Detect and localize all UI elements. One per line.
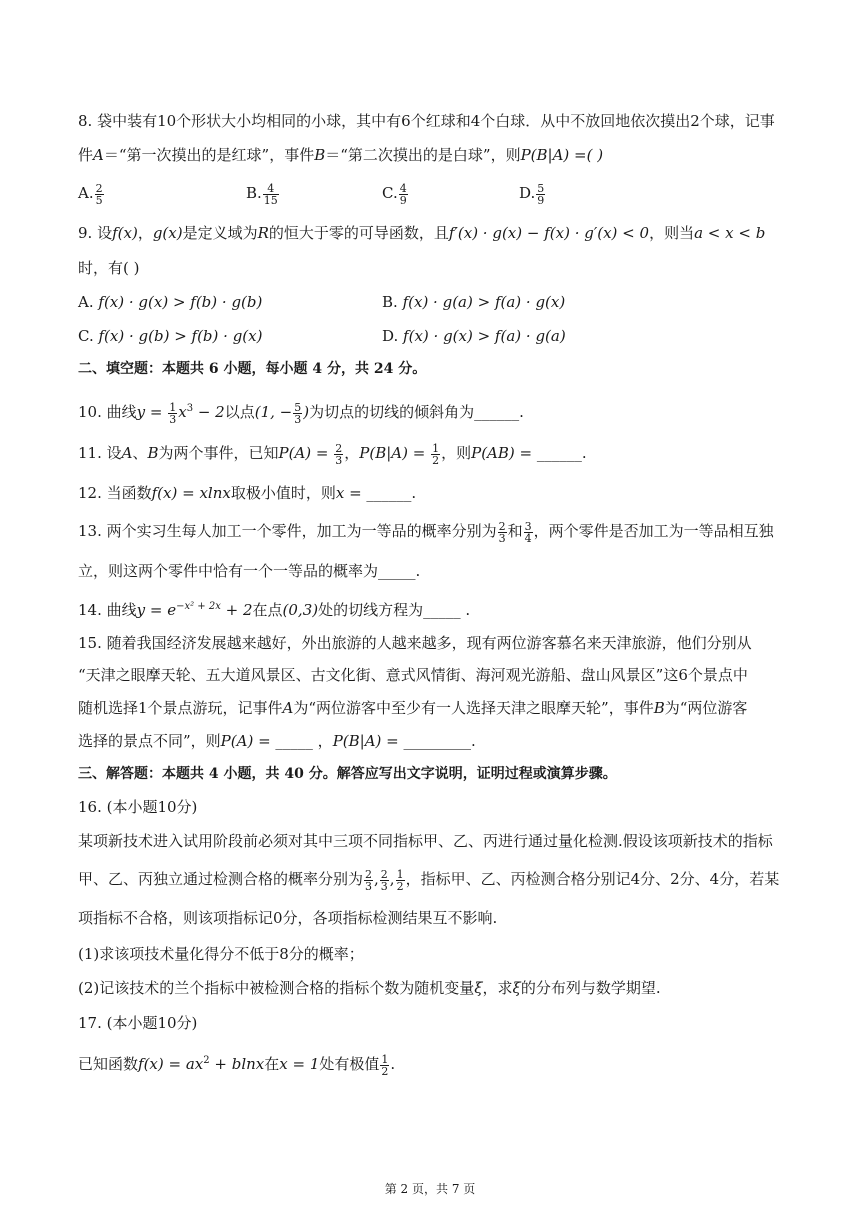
q8-line1: 8. 袋中装有10个形状大小均相同的小球，其中有6个红球和4个白球．从中不放回地依次摸出2个球，记事 [78, 112, 775, 130]
q9-option-c: C. f(x) · g(b) > f(b) · g(x) [78, 327, 263, 345]
q8-option-a: A. $\frac{2}{5}$ [78, 181, 103, 207]
q17-line1: 已知函数$f(x) = ax^2 + blnx$在x = 1处有极值 $\frac{1}{2}$ . [78, 1052, 396, 1078]
section-2-heading: 二、填空题：本题共 6 小题，每小题 4 分，共 24 分。 [78, 361, 427, 377]
q10: 10. 曲线y = $\frac{1}{3}$ $x^3 - 2$以点(1, − $\frac{5}{3}$ )为切点的切线的倾斜角为______. [78, 400, 524, 426]
q13-line2: 立，则这两个零件中恰有一个一等品的概率为_____. [78, 562, 421, 580]
q16-part1: (1)求该项技术量化得分不低于8分的概率； [78, 945, 364, 963]
q16-line3: 项指标不合格，则该项指标记0分，各项指标检测结果互不影响. [78, 909, 498, 927]
q9-line2: 时，有( ) [78, 259, 140, 277]
q16-heading: 16. (本小题10分) [78, 798, 198, 816]
q9-line1: 9. 设f(x)，g(x)是定义域为R的恒大于零的可导函数，且f′(x) · g(x) − f(x) · g′(x) < 0，则当a < x < b [78, 224, 766, 242]
q15-line4: 选择的景点不同”，则P(A) = _____ ，P(B|A) = _________. [78, 732, 476, 750]
q11: 11. 设A、B为两个事件，已知P(A) = $\frac{2}{3}$ ，P(B|A) = $\frac{1}{2}$ ，则P(AB) = ______. [78, 441, 587, 467]
q14: 14. 曲线$y = e^{-x^2 + 2x} + 2$在点(0,3)处的切线方程为_____ . [78, 601, 471, 619]
q15-line1: 15. 随着我国经济发展越来越好，外出旅游的人越来越多，现有两位游客慕名来天津旅游，他们分别从 [78, 634, 752, 652]
q12: 12. 当函数f(x) = xlnx取极小值时，则x = ______. [78, 484, 417, 502]
page-footer: 第 2 页，共 7 页 [384, 1182, 476, 1196]
q15-line3: 随机选择1个景点游玩，记事件A为“两位游客中至少有一人选择天津之眼摩天轮”，事件B为“两位游客 [78, 699, 748, 717]
q16-line2: 甲、乙、丙独立通过检测合格的概率分别为 $\frac{2}{3}$ , $\frac{2}{3}$ , $\frac{1}{2}$ ，指标甲、乙、丙检测合格分别记4分、2分、4分，若某 [78, 867, 780, 893]
q9-option-b: B. f(x) · g(a) > f(a) · g(x) [382, 293, 566, 311]
q9-option-a: A. f(x) · g(x) > f(b) · g(b) [78, 293, 263, 311]
q8-option-c: C. $\frac{4}{9}$ [382, 181, 407, 207]
q17-heading: 17. (本小题10分) [78, 1014, 198, 1032]
q8-option-b: B. $\frac{4}{15}$ [246, 181, 278, 207]
section-3-heading: 三、解答题：本题共 4 小题，共 40 分。解答应写出文字说明，证明过程或演算步骤。 [78, 766, 617, 782]
q9-option-d: D. f(x) · g(x) > f(a) · g(a) [382, 327, 566, 345]
q16-part2: (2)记该技术的兰个指标中被检测合格的指标个数为随机变量ξ，求ξ的分布列与数学期望. [78, 979, 661, 997]
q8-line2: 件A＝“第一次摸出的是红球”，事件B＝“第二次摸出的是白球”，则P(B|A) =( ) [78, 146, 604, 164]
q8-option-d: D. $\frac{5}{9}$ [519, 181, 545, 207]
q16-line1: 某项新技术进入试用阶段前必须对其中三项不同指标甲、乙、丙进行通过量化检测.假设该项新技术的指标 [78, 832, 773, 850]
q15-line2: “天津之眼摩天轮、五大道风景区、古文化街、意式风情街、海河观光游船、盘山风景区”这6个景点中 [78, 666, 748, 684]
q13-line1: 13. 两个实习生每人加工一个零件，加工为一等品的概率分别为 $\frac{2}{3}$ 和 $\frac{3}{4}$ ，两个零件是否加工为一等品相互独 [78, 519, 774, 545]
